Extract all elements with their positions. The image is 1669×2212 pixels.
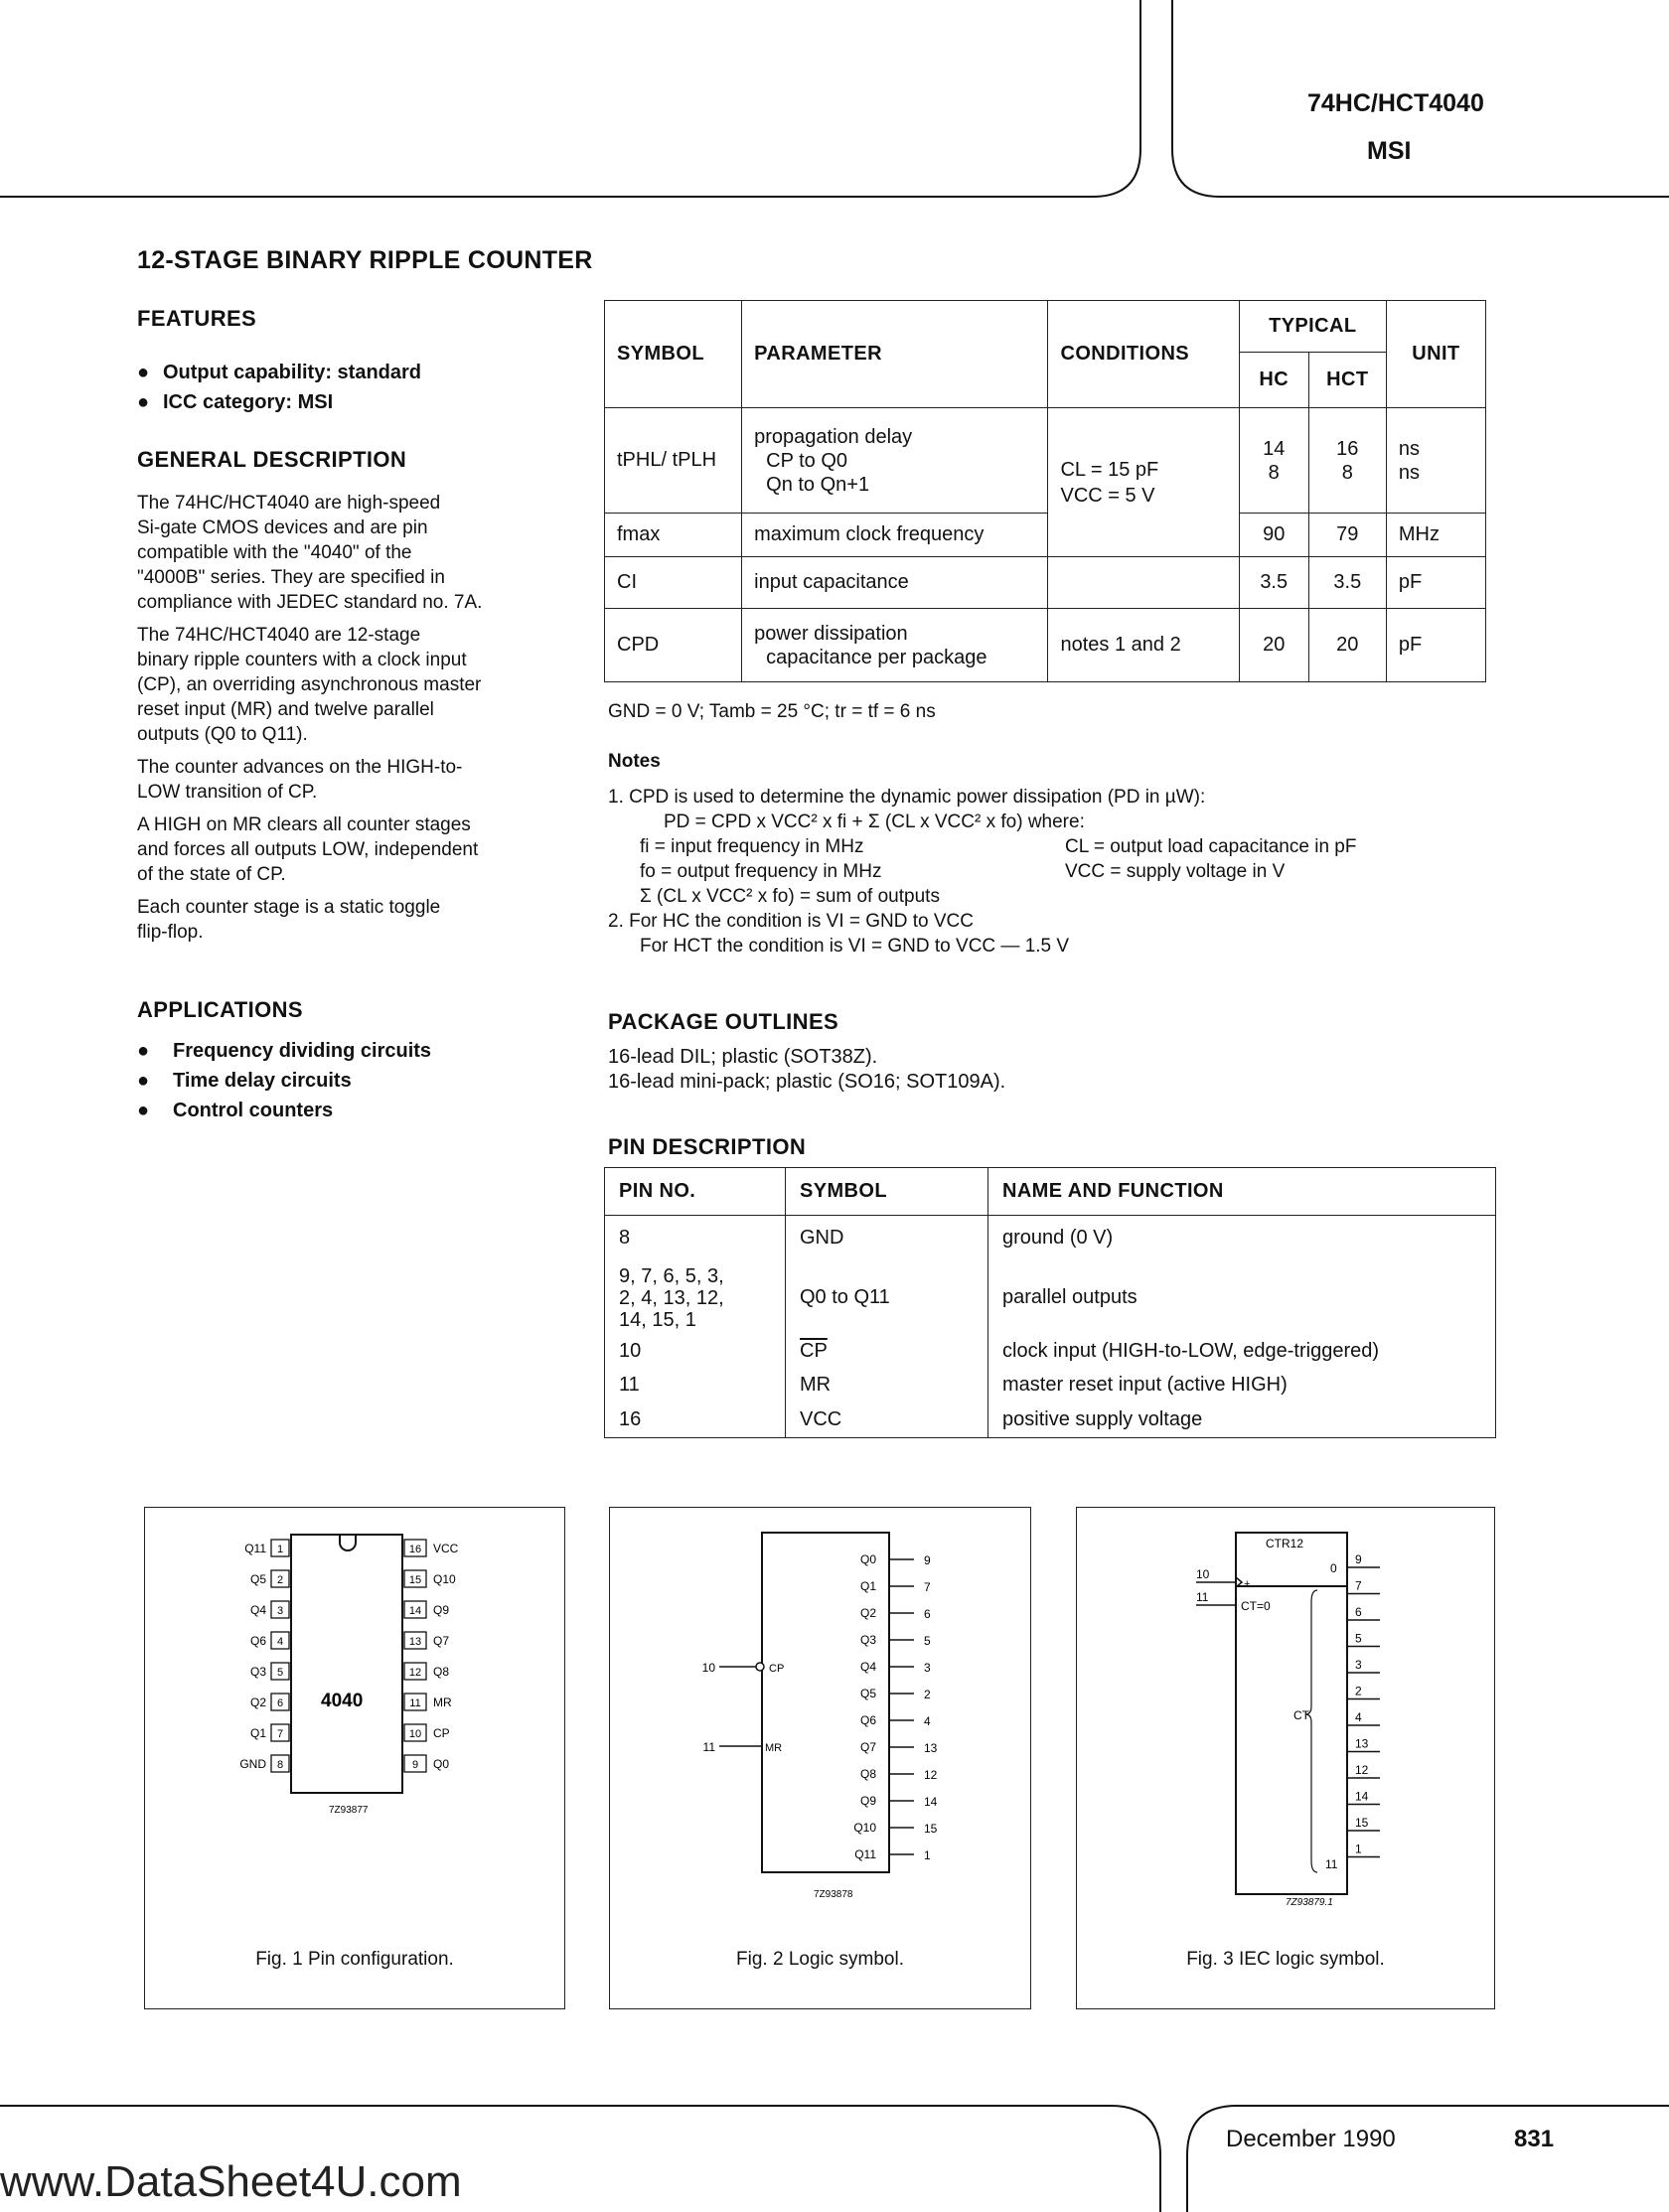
output-pin: 6 xyxy=(1355,1605,1362,1619)
output-label: Q1 xyxy=(859,1579,876,1593)
pin-number: 9 xyxy=(411,1759,419,1771)
cp-pin: 10 xyxy=(701,1661,715,1675)
output-pin: 9 xyxy=(924,1553,931,1567)
notes-body: 1. CPD is used to determine the dynamic power dissipation (PD in µW): PD = CPD x VCC² x fi + Σ (CL x VCC² x fo) where: fi = input frequency in MHz CL = output load capacitance in pF fo = output frequency in MHz VCC = supply voltage in V Σ (CL x VCC² x fo) = sum of outputs 2. For HC the condition is VI = GND to VCC For HCT the condition is VI = GND to VCC — 1.5 V xyxy=(608,787,1357,957)
output-pin: 5 xyxy=(924,1634,931,1648)
applications-heading: APPLICATIONS xyxy=(137,997,303,1022)
output-pin: 13 xyxy=(1355,1736,1369,1751)
feature-item: ● ICC category: MSI xyxy=(137,391,334,413)
table-row: 11 MR master reset input (active HIGH) xyxy=(605,1369,1496,1402)
cell-unit: ns ns xyxy=(1386,408,1485,514)
table-row: 16 VCC positive supply voltage xyxy=(605,1402,1496,1438)
cell-unit: pF xyxy=(1386,557,1485,609)
cell-param: power dissipation capacitance per package xyxy=(742,609,1048,682)
output-pin: 13 xyxy=(924,1741,938,1755)
cell-unit: pF xyxy=(1386,609,1485,682)
fig2-caption: Fig. 2 Logic symbol. xyxy=(736,1949,904,1970)
output-pin: 3 xyxy=(1355,1658,1362,1672)
pin-number: 5 xyxy=(276,1667,284,1679)
pin-col-function: NAME AND FUNCTION xyxy=(1002,1180,1224,1202)
pin-number: 3 xyxy=(276,1605,284,1617)
pin-col-pinno: PIN NO. xyxy=(605,1168,786,1216)
output-pin: 14 xyxy=(1355,1789,1369,1804)
fig1-pin-diagram xyxy=(145,1508,564,1925)
cell-param: input capacitance xyxy=(742,557,1048,609)
output-label: Q10 xyxy=(853,1821,876,1835)
output-label: Q7 xyxy=(859,1740,876,1754)
col-hc: HC xyxy=(1239,353,1308,408)
output-pin: 4 xyxy=(1355,1710,1362,1724)
output-pin: 3 xyxy=(924,1661,931,1675)
fig2-logic-symbol xyxy=(610,1508,1030,1925)
cell-symbol: fmax xyxy=(605,514,742,557)
cell-unit: MHz xyxy=(1386,514,1485,557)
fig1-caption: Fig. 1 Pin configuration. xyxy=(255,1949,454,1970)
pin-label: Q5 xyxy=(249,1572,266,1586)
fig3-iec-symbol xyxy=(1077,1508,1494,1925)
output-label: Q8 xyxy=(859,1767,876,1781)
pin-number: 11 xyxy=(409,1697,421,1709)
fig2-code: 7Z93878 xyxy=(814,1889,853,1900)
cell-hc: 3.5 xyxy=(1239,557,1308,609)
pin-label: Q8 xyxy=(433,1665,450,1679)
output-pin: 6 xyxy=(924,1607,931,1621)
output-pin: 7 xyxy=(1355,1578,1362,1593)
watermark: www.DataSheet4U.com xyxy=(0,2157,462,2206)
output-pin: 5 xyxy=(1355,1631,1362,1646)
output-label: Q11 xyxy=(854,1847,876,1861)
cell-hc: 90 xyxy=(1239,514,1308,557)
pin-label: Q9 xyxy=(433,1603,450,1617)
output-pin: 4 xyxy=(924,1714,931,1728)
cell-symbol: CI xyxy=(605,557,742,609)
ct0-label: CT=0 xyxy=(1241,1599,1271,1613)
gd-p5: Each counter stage is a static toggle flip-flop. xyxy=(137,897,441,943)
spec-row xyxy=(605,557,1486,609)
col-parameter: PARAMETER xyxy=(742,301,1048,408)
features-heading: FEATURES xyxy=(137,306,257,331)
gd-p4: A HIGH on MR clears all counter stages and forces all outputs LOW, independent of the state of CP. xyxy=(137,814,479,885)
table-row: 10 $\overline{CP}$ clock input (HIGH-to-LOW, edge-triggered) xyxy=(605,1335,1496,1369)
output-pin: 7 xyxy=(924,1580,931,1594)
col-hct: HCT xyxy=(1308,353,1386,408)
pin-table xyxy=(604,1167,1496,1438)
output-pin: 1 xyxy=(1355,1842,1362,1856)
mr-label: MR xyxy=(765,1742,783,1754)
spec-table xyxy=(604,300,1486,682)
pin-number: 1 xyxy=(276,1544,284,1555)
pin-number: 2 xyxy=(276,1574,284,1586)
gd-p2: The 74HC/HCT4040 are 12-stage binary ripple counters with a clock input (CP), an overriding asynchronous master reset input (MR) and twelve parallel outputs (Q0 to Q11). xyxy=(137,625,482,745)
applications-list xyxy=(137,1036,431,1125)
pin-description-heading: PIN DESCRIPTION xyxy=(608,1134,807,1159)
cell-cond: notes 1 and 2 xyxy=(1048,609,1239,682)
output-label: Q4 xyxy=(859,1660,876,1674)
pin-label: GND xyxy=(239,1757,266,1771)
output-label: Q6 xyxy=(859,1713,876,1727)
pin-number: 16 xyxy=(408,1544,422,1555)
pin-label: Q1 xyxy=(249,1726,266,1740)
spec-footnote: GND = 0 V; Tamb = 25 °C; tr = tf = 6 ns xyxy=(608,701,936,722)
pin-number: 13 xyxy=(408,1636,422,1648)
cell-hc: 20 xyxy=(1239,609,1308,682)
plus-sign: + xyxy=(1244,1578,1251,1590)
feature-item: ● Output capability: standard xyxy=(137,362,422,383)
cell-hct: 79 xyxy=(1308,514,1386,557)
package-heading: PACKAGE OUTLINES xyxy=(608,1009,839,1034)
cell-hct: 20 xyxy=(1308,609,1386,682)
cell-cond xyxy=(1048,557,1239,609)
fig2-box xyxy=(609,1507,1031,2009)
fig3-code: 7Z93879.1 xyxy=(1286,1897,1333,1908)
features-list xyxy=(137,358,421,417)
fig1-box xyxy=(144,1507,565,2009)
output-pin: 2 xyxy=(924,1688,931,1701)
output-pin: 12 xyxy=(924,1768,938,1782)
zero-label: 0 xyxy=(1330,1561,1337,1575)
cell-hct: 3.5 xyxy=(1308,557,1386,609)
pin-label: Q0 xyxy=(433,1757,450,1771)
cell-param: maximum clock frequency xyxy=(742,514,1048,557)
pin-label: MR xyxy=(433,1696,452,1709)
application-item: ● Time delay circuits xyxy=(137,1070,352,1092)
output-label: Q2 xyxy=(859,1606,876,1620)
gd-p1: The 74HC/HCT4040 are high-speed Si-gate CMOS devices and are pin compatible with the "4040" of the "4000B" series. They are specified in compliance with JEDEC standard no. 7A. xyxy=(137,493,483,613)
pin-label: Q7 xyxy=(433,1634,450,1648)
output-pin: 15 xyxy=(1355,1816,1369,1830)
cp-label: CP xyxy=(769,1663,785,1675)
in1-pin: 10 xyxy=(1196,1567,1210,1581)
pin-number: 14 xyxy=(408,1605,422,1617)
table-row: 9, 7, 6, 5, 3, 2, 4, 13, 12, 14, 15, 1 Q0 to Q11 parallel outputs xyxy=(605,1261,1496,1335)
output-pin: 1 xyxy=(924,1848,931,1862)
pin-number: 6 xyxy=(276,1697,284,1709)
pin-label: Q11 xyxy=(244,1542,266,1555)
cell-hc: 14 8 xyxy=(1239,408,1308,514)
output-pin: 15 xyxy=(924,1822,938,1836)
pin-label: Q3 xyxy=(249,1665,266,1679)
pin-number: 10 xyxy=(408,1728,422,1740)
col-unit: UNIT xyxy=(1386,301,1485,408)
pin-label: Q2 xyxy=(249,1696,266,1709)
output-label: Q9 xyxy=(859,1794,876,1808)
part-number: 74HC/HCT4040 xyxy=(1307,89,1484,117)
spec-row xyxy=(605,609,1486,682)
notes-heading: Notes xyxy=(608,751,661,772)
pin-number: 12 xyxy=(408,1667,422,1679)
output-label: Q5 xyxy=(859,1687,876,1700)
footer-date: December 1990 xyxy=(1226,2126,1396,2152)
general-description xyxy=(137,491,574,945)
output-pin: 14 xyxy=(924,1795,938,1809)
in2-pin: 11 xyxy=(1196,1590,1209,1604)
output-pin: 12 xyxy=(1355,1763,1369,1777)
pin-label: Q4 xyxy=(249,1603,266,1617)
pin-label: Q10 xyxy=(433,1572,456,1586)
package-lines: 16-lead DIL; plastic (SOT38Z). 16-lead mini-pack; plastic (SO16; SOT109A). xyxy=(608,1046,1006,1093)
cell-cond: CL = 15 pF VCC = 5 V xyxy=(1048,408,1239,557)
ctr-title: CTR12 xyxy=(1266,1537,1304,1550)
spec-row xyxy=(605,408,1486,514)
output-label: Q0 xyxy=(859,1552,876,1566)
gd-p3: The counter advances on the HIGH-to- LOW transition of CP. xyxy=(137,757,463,803)
chip-label: 4040 xyxy=(321,1691,364,1711)
mr-pin: 11 xyxy=(702,1740,715,1754)
spec-row xyxy=(605,514,1486,557)
output-label: Q3 xyxy=(859,1633,876,1647)
cell-hct: 16 8 xyxy=(1308,408,1386,514)
ct-label: CT xyxy=(1293,1708,1309,1722)
application-item: ● Frequency dividing circuits xyxy=(137,1040,432,1062)
cell-param: propagation delay CP to Q0 Qn to Qn+1 xyxy=(742,408,1048,514)
pin-col-symbol: SYMBOL xyxy=(786,1168,988,1216)
col-symbol: SYMBOL xyxy=(605,301,742,408)
pin-label: CP xyxy=(433,1726,450,1740)
pin-number: 7 xyxy=(276,1728,284,1740)
page-title: 12-STAGE BINARY RIPPLE COUNTER xyxy=(137,246,593,274)
col-typical: TYPICAL xyxy=(1239,301,1386,353)
pin-label: VCC xyxy=(433,1542,459,1555)
fig3-caption: Fig. 3 IEC logic symbol. xyxy=(1186,1949,1385,1970)
col-conditions: CONDITIONS xyxy=(1048,301,1239,408)
pin-number: 4 xyxy=(276,1636,284,1648)
pin-number: 8 xyxy=(276,1759,284,1771)
table-row: 8 GND ground (0 V) xyxy=(605,1216,1496,1261)
pin-label: Q6 xyxy=(249,1634,266,1648)
fig3-box xyxy=(1076,1507,1495,2009)
cell-symbol: tPHL/ tPLH xyxy=(605,408,742,514)
part-category: MSI xyxy=(1367,137,1412,165)
eleven-label: 11 xyxy=(1325,1857,1338,1871)
application-item: ● Control counters xyxy=(137,1100,334,1121)
pin-number: 15 xyxy=(408,1574,422,1586)
output-pin: 2 xyxy=(1355,1684,1362,1698)
fig1-code: 7Z93877 xyxy=(329,1805,369,1816)
cell-symbol: CPD xyxy=(605,609,742,682)
output-pin: 9 xyxy=(1355,1552,1362,1566)
general-heading: GENERAL DESCRIPTION xyxy=(137,447,407,472)
footer-page: 831 xyxy=(1514,2126,1555,2152)
